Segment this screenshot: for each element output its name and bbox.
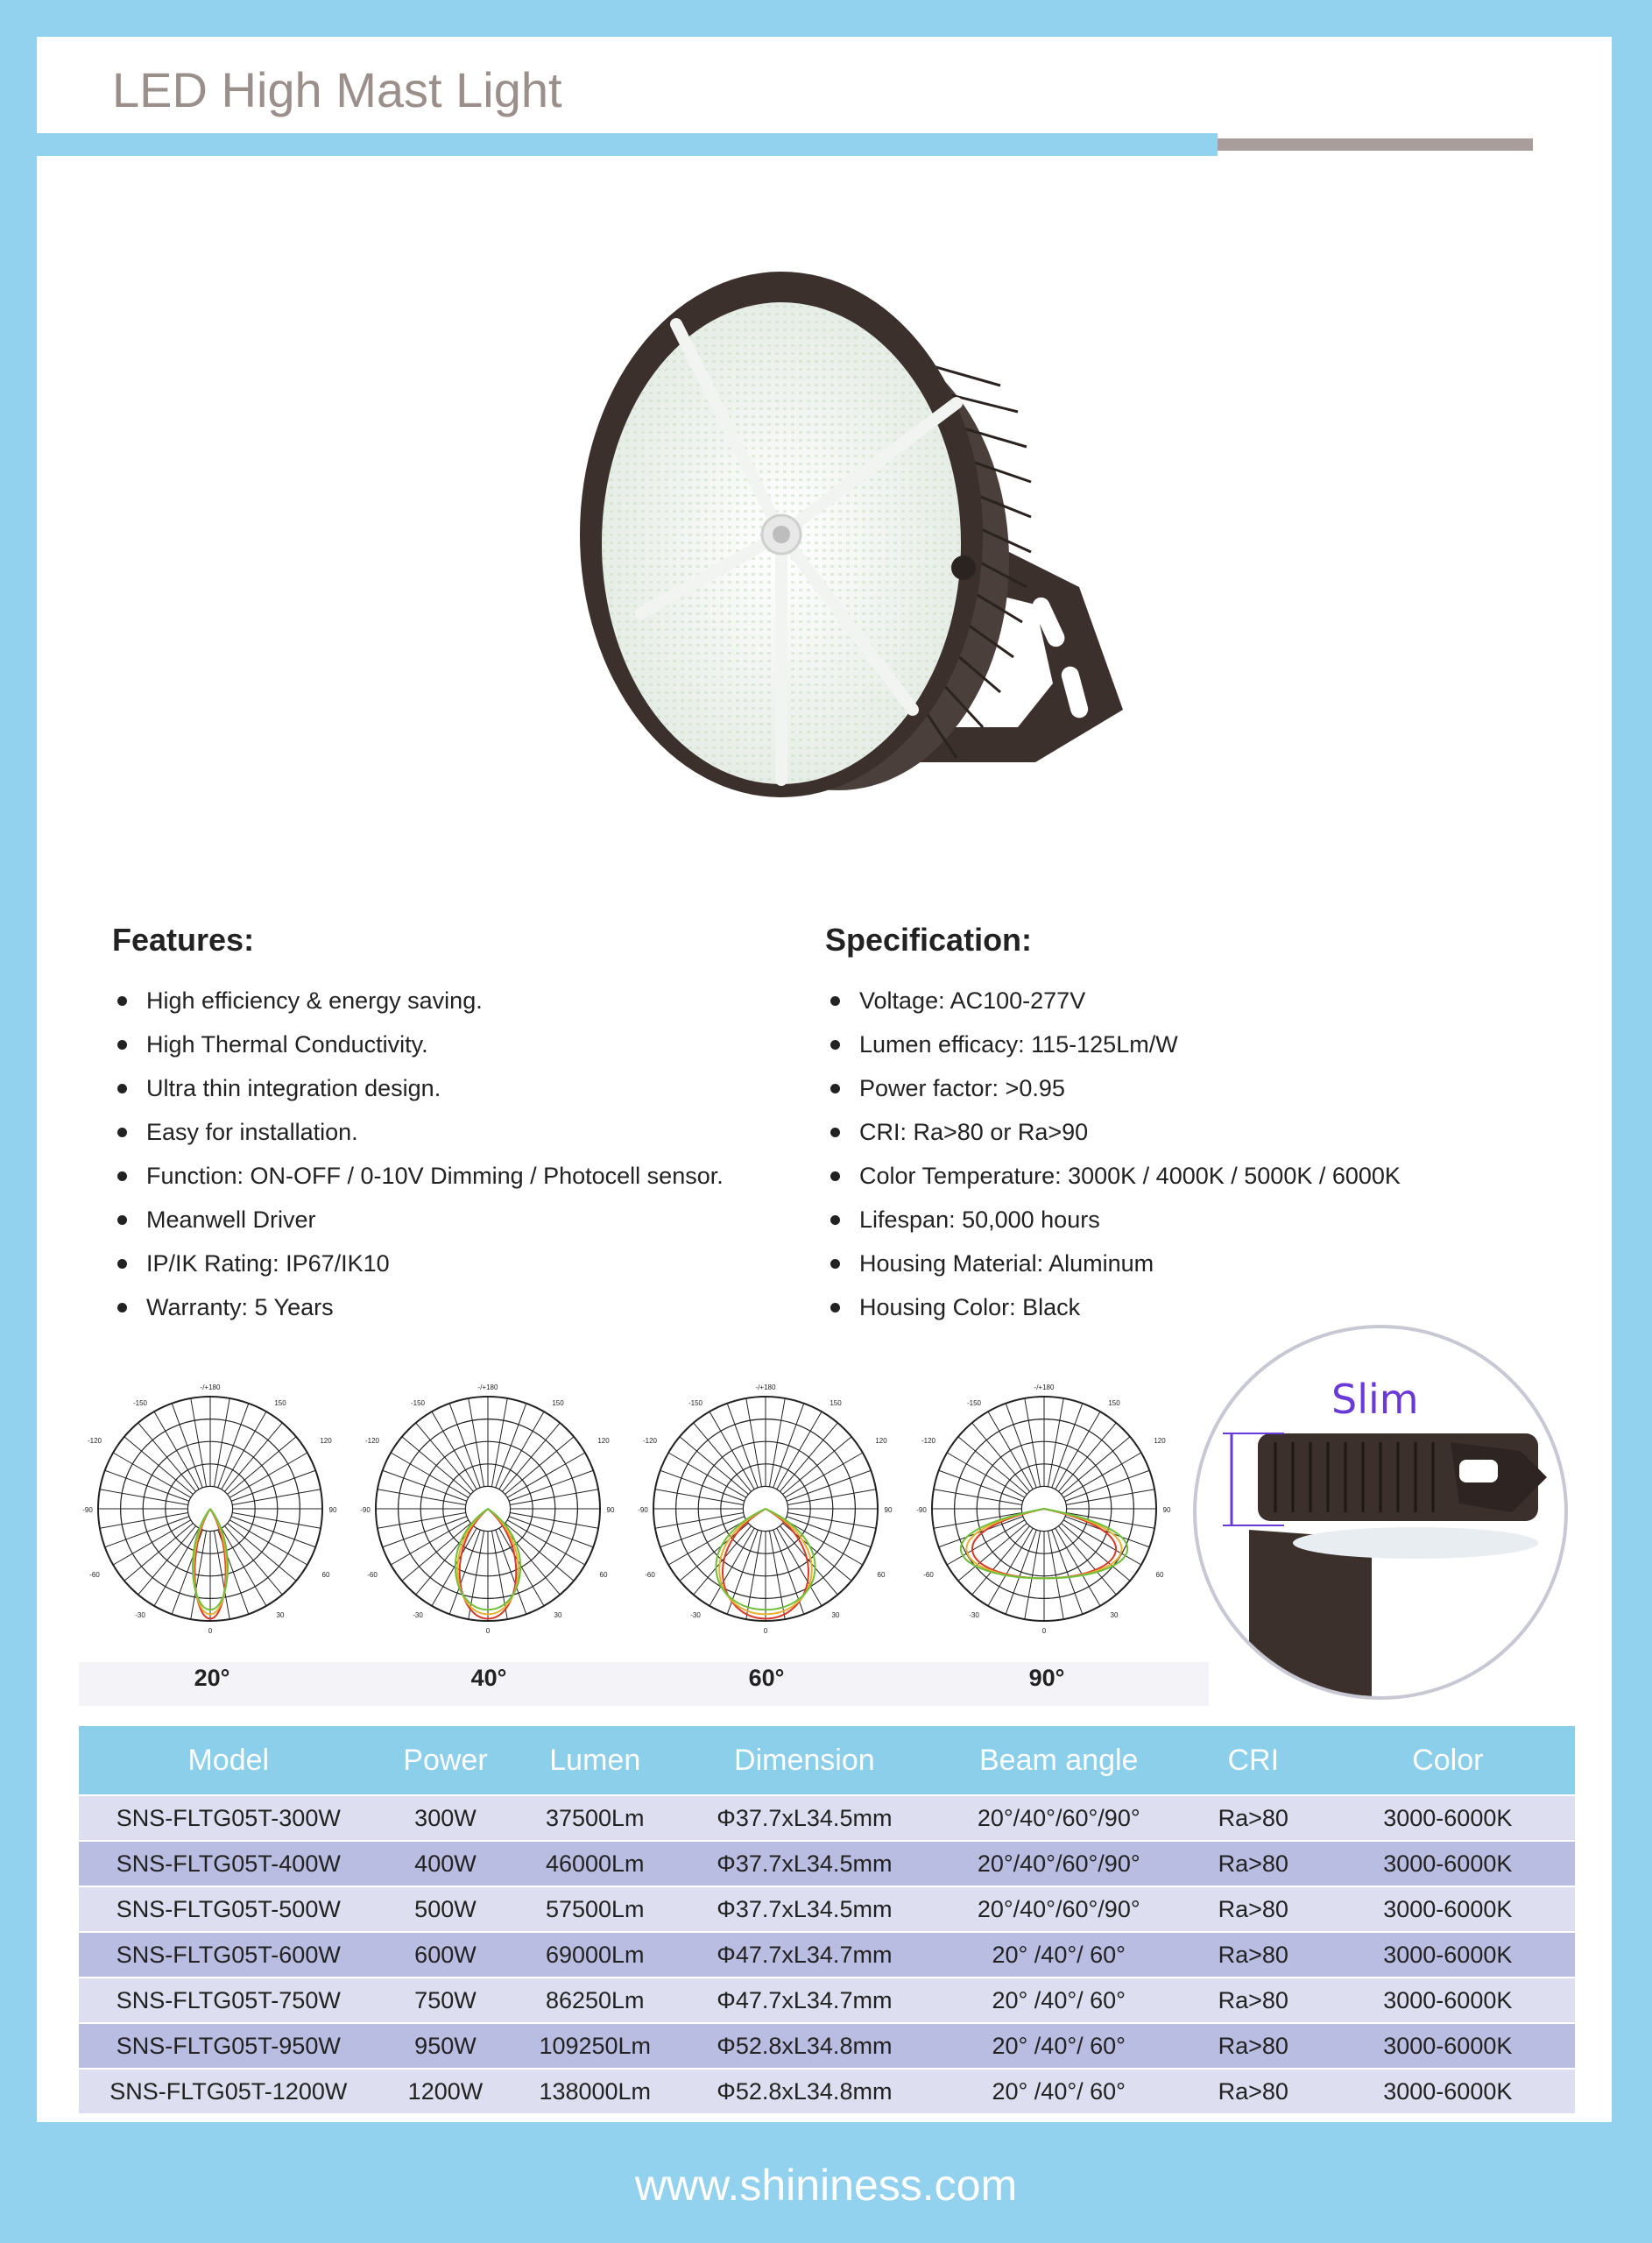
table-cell: 300W <box>378 1795 513 1841</box>
table-cell: Ra>80 <box>1186 2023 1321 2069</box>
column-header: Beam angle <box>932 1726 1186 1795</box>
table-cell: 400W <box>378 1841 513 1886</box>
polar-spoke <box>1048 1398 1063 1487</box>
table-row <box>79 2023 1575 2069</box>
polar-tick-label: 90 <box>328 1506 337 1514</box>
polar-tick-label: 0 <box>485 1627 491 1635</box>
polar-tick-label: -150 <box>132 1399 148 1407</box>
table-cell: 600W <box>378 1932 513 1978</box>
polar-spoke <box>727 1404 758 1488</box>
polar-tick-label: -30 <box>690 1611 701 1619</box>
list-item: Easy for installation. <box>112 1110 724 1154</box>
polar-spoke <box>383 1470 467 1501</box>
table-cell: Φ37.7xL34.5mm <box>677 1795 931 1841</box>
polar-spoke <box>383 1517 467 1547</box>
polar-spoke <box>1052 1530 1083 1614</box>
polar-spoke <box>1006 1404 1036 1488</box>
list-item: High efficiency & energy saving. <box>112 979 724 1022</box>
list-item: Ultra thin integration design. <box>112 1066 724 1110</box>
list-item: Lifespan: 50,000 hours <box>825 1198 1401 1242</box>
table-cell: 109250Lm <box>512 2023 677 2069</box>
table-cell: SNS-FLTG05T-500W <box>79 1886 378 1932</box>
beam-label-90: 90° <box>1028 1665 1065 1691</box>
polar-tick-label: -60 <box>89 1571 100 1579</box>
polar-spoke <box>449 1404 480 1488</box>
table-row <box>79 1841 1575 1886</box>
list-item: IP/IK Rating: IP67/IK10 <box>112 1242 724 1285</box>
table-cell: Φ47.7xL34.7mm <box>677 1978 931 2023</box>
header-accent-bar-grey <box>1218 138 1533 151</box>
table-cell: Ra>80 <box>1186 1886 1321 1932</box>
polar-spoke <box>1052 1404 1083 1488</box>
polar-tick-label: 90 <box>606 1506 615 1514</box>
table-cell: 138000Lm <box>512 2069 677 2113</box>
table-cell: 20° /40°/ 60° <box>932 1978 1186 2023</box>
polar-spoke <box>1066 1512 1154 1528</box>
table-cell: 750W <box>378 1978 513 2023</box>
page-title: LED High Mast Light <box>112 62 562 117</box>
table-cell: 20° /40°/ 60° <box>932 1932 1186 1978</box>
table-cell: 3000-6000K <box>1321 1795 1575 1841</box>
polar-spoke <box>1065 1517 1149 1547</box>
table-row <box>79 1886 1575 1932</box>
table-cell: 20°/40°/60°/90° <box>932 1795 1186 1841</box>
bullet-icon <box>830 1259 840 1269</box>
polar-spoke <box>655 1489 744 1505</box>
polar-spoke <box>660 1470 745 1501</box>
polar-spoke <box>105 1517 189 1547</box>
polar-spoke <box>191 1398 207 1487</box>
polar-tick-label: -90 <box>82 1506 93 1514</box>
polar-spoke <box>105 1470 189 1501</box>
table-cell: 20°/40°/60°/90° <box>932 1841 1186 1886</box>
bullet-icon <box>117 1259 127 1269</box>
table-cell: 20° /40°/ 60° <box>932 2069 1186 2113</box>
bullet-icon <box>117 1084 127 1093</box>
beam-label-60: 60° <box>748 1665 785 1691</box>
polar-spoke <box>510 1512 598 1528</box>
table-cell: 3000-6000K <box>1321 1841 1575 1886</box>
table-row <box>79 1795 1575 1841</box>
features-list <box>112 979 724 1329</box>
table-row <box>79 2069 1575 2113</box>
list-item: Function: ON-OFF / 0-10V Dimming / Photocell sensor. <box>112 1154 724 1198</box>
polar-tick-label: 60 <box>321 1571 330 1579</box>
table-cell: 3000-6000K <box>1321 1886 1575 1932</box>
header-accent-bar <box>37 133 1218 156</box>
polar-spoke <box>787 1470 871 1501</box>
polar-spoke <box>1065 1470 1149 1501</box>
table-row <box>79 1932 1575 1978</box>
polar-tick-label: 120 <box>1154 1437 1166 1445</box>
table-cell: 69000Lm <box>512 1932 677 1978</box>
column-header: Dimension <box>677 1726 931 1795</box>
table-cell: 20°/40°/60°/90° <box>932 1886 1186 1932</box>
bullet-icon <box>117 1215 127 1225</box>
polar-spoke <box>100 1512 188 1528</box>
bullet-icon <box>830 1303 840 1313</box>
list-item: Color Temperature: 3000K / 4000K / 5000K / 6000K <box>825 1154 1401 1198</box>
list-item: Power factor: >0.95 <box>825 1066 1401 1110</box>
table-cell: Φ47.7xL34.7mm <box>677 1932 931 1978</box>
table-cell: 37500Lm <box>512 1795 677 1841</box>
polar-tick-label: 0 <box>1041 1627 1047 1635</box>
polar-spoke <box>1048 1531 1063 1619</box>
specification-heading: Specification: <box>825 922 1033 958</box>
polar-tick-label: -/+180 <box>477 1383 498 1391</box>
polar-tick-label: -60 <box>923 1571 934 1579</box>
polar-spoke <box>218 1404 249 1488</box>
polar-tick-label: 150 <box>1108 1399 1120 1407</box>
polar-spoke <box>1025 1531 1041 1619</box>
list-item: Voltage: AC100-277V <box>825 979 1401 1022</box>
polar-tick-label: 30 <box>276 1611 285 1619</box>
polar-tick-label: -90 <box>916 1506 927 1514</box>
polar-tick-label: -90 <box>360 1506 371 1514</box>
polar-spoke <box>939 1470 1023 1501</box>
polar-spoke <box>934 1489 1022 1505</box>
polar-tick-label: -150 <box>688 1399 703 1407</box>
polar-tick-label: 60 <box>877 1571 886 1579</box>
polar-spoke <box>769 1398 785 1487</box>
table-cell: 46000Lm <box>512 1841 677 1886</box>
polar-tick-label: 0 <box>208 1627 213 1635</box>
polar-tick-label: -120 <box>364 1437 380 1445</box>
page-card <box>37 37 1612 2122</box>
polar-tick-label: 60 <box>599 1571 608 1579</box>
polar-tick-label: -30 <box>969 1611 979 1619</box>
table-cell: Ra>80 <box>1186 1795 1321 1841</box>
bullet-icon <box>117 1303 127 1313</box>
polar-spoke <box>509 1517 593 1547</box>
list-item: Housing Material: Aluminum <box>825 1242 1401 1285</box>
table-cell: 500W <box>378 1886 513 1932</box>
polar-spoke <box>509 1470 593 1501</box>
polar-spoke <box>232 1512 321 1528</box>
polar-spoke <box>231 1517 315 1547</box>
bullet-icon <box>830 1128 840 1137</box>
table-cell: Φ37.7xL34.5mm <box>677 1886 931 1932</box>
table-cell: SNS-FLTG05T-600W <box>79 1932 378 1978</box>
polar-chart-60 <box>634 1369 897 1666</box>
table-cell: SNS-FLTG05T-400W <box>79 1841 378 1886</box>
polar-tick-label: 150 <box>830 1399 842 1407</box>
table-header-row <box>79 1726 1575 1795</box>
polar-spoke <box>1066 1489 1154 1505</box>
polar-tick-label: 150 <box>274 1399 286 1407</box>
polar-tick-label: -120 <box>642 1437 658 1445</box>
polar-tick-label: 0 <box>763 1627 768 1635</box>
footer-url[interactable]: www.shininess.com <box>634 2161 1018 2210</box>
polar-spoke <box>746 1398 762 1487</box>
list-item: Warranty: 5 Years <box>112 1285 724 1329</box>
polar-spoke <box>773 1404 804 1488</box>
polar-tick-label: -150 <box>966 1399 982 1407</box>
bullet-icon <box>117 1171 127 1181</box>
table-cell: Ra>80 <box>1186 2069 1321 2113</box>
table-cell: 3000-6000K <box>1321 1978 1575 2023</box>
bullet-icon <box>830 1171 840 1181</box>
column-header: Lumen <box>512 1726 677 1795</box>
features-heading: Features: <box>112 922 255 958</box>
polar-spoke <box>378 1489 466 1505</box>
table-cell: 86250Lm <box>512 1978 677 2023</box>
polar-tick-label: 120 <box>320 1437 332 1445</box>
polar-spoke <box>787 1512 876 1528</box>
polar-spoke <box>378 1512 466 1528</box>
polar-tick-label: 120 <box>597 1437 610 1445</box>
polar-chart-90 <box>913 1369 1175 1666</box>
list-item: CRI: Ra>80 or Ra>90 <box>825 1110 1401 1154</box>
list-item: High Thermal Conductivity. <box>112 1022 724 1066</box>
beam-label-20: 20° <box>194 1665 230 1691</box>
polar-spoke <box>491 1398 507 1487</box>
table-cell: 3000-6000K <box>1321 2069 1575 2113</box>
polar-chart-40 <box>357 1369 619 1666</box>
polar-tick-label: -60 <box>367 1571 378 1579</box>
bullet-icon <box>117 1128 127 1137</box>
polar-spoke <box>172 1404 202 1488</box>
polar-tick-label: -/+180 <box>200 1383 221 1391</box>
polar-spoke <box>939 1517 1023 1547</box>
polar-tick-label: -30 <box>413 1611 423 1619</box>
polar-spoke <box>769 1531 785 1619</box>
column-header: Color <box>1321 1726 1575 1795</box>
polar-spoke <box>1006 1530 1036 1614</box>
table-cell: 20° /40°/ 60° <box>932 2023 1186 2069</box>
table-cell: 3000-6000K <box>1321 1932 1575 1978</box>
polar-spoke <box>510 1489 598 1505</box>
polar-spoke <box>1025 1398 1041 1487</box>
table-cell: SNS-FLTG05T-300W <box>79 1795 378 1841</box>
list-item: Housing Color: Black <box>825 1285 1401 1329</box>
table-cell: 1200W <box>378 2069 513 2113</box>
table-cell: Ra>80 <box>1186 1841 1321 1886</box>
table-cell: Φ52.8xL34.8mm <box>677 2069 931 2113</box>
bullet-icon <box>830 996 840 1006</box>
polar-tick-label: 30 <box>831 1611 840 1619</box>
bullet-icon <box>117 1040 127 1050</box>
polar-tick-label: 60 <box>1155 1571 1164 1579</box>
polar-spoke <box>787 1489 876 1505</box>
table-cell: 950W <box>378 2023 513 2069</box>
polar-tick-label: -/+180 <box>755 1383 776 1391</box>
table-cell: SNS-FLTG05T-950W <box>79 2023 378 2069</box>
table-cell: Ra>80 <box>1186 1978 1321 2023</box>
table-cell: Φ37.7xL34.5mm <box>677 1841 931 1886</box>
bullet-icon <box>830 1084 840 1093</box>
polar-chart-20 <box>79 1369 342 1666</box>
column-header: Model <box>79 1726 378 1795</box>
polar-tick-label: 30 <box>1110 1611 1119 1619</box>
polar-spoke <box>655 1512 744 1528</box>
polar-spoke <box>934 1512 1022 1528</box>
table-cell: 57500Lm <box>512 1886 677 1932</box>
specification-list <box>825 979 1401 1329</box>
table-cell: Ra>80 <box>1186 1932 1321 1978</box>
polar-tick-label: 90 <box>1162 1506 1171 1514</box>
bullet-icon <box>830 1040 840 1050</box>
polar-tick-label: -/+180 <box>1034 1383 1055 1391</box>
table-row <box>79 1978 1575 2023</box>
polar-spoke <box>231 1470 315 1501</box>
model-table <box>79 1726 1575 2113</box>
polar-tick-label: -60 <box>645 1571 655 1579</box>
table-cell: SNS-FLTG05T-1200W <box>79 2069 378 2113</box>
list-item: Lumen efficacy: 115-125Lm/W <box>825 1022 1401 1066</box>
list-item: Meanwell Driver <box>112 1198 724 1242</box>
polar-tick-label: 120 <box>875 1437 887 1445</box>
polar-tick-label: -90 <box>638 1506 648 1514</box>
table-cell: 3000-6000K <box>1321 2023 1575 2069</box>
polar-tick-label: -120 <box>87 1437 102 1445</box>
polar-spoke <box>100 1489 188 1505</box>
polar-tick-label: 30 <box>554 1611 562 1619</box>
polar-tick-label: -30 <box>135 1611 145 1619</box>
polar-tick-label: -150 <box>410 1399 426 1407</box>
polar-tick-label: 150 <box>552 1399 564 1407</box>
table-cell: SNS-FLTG05T-750W <box>79 1978 378 2023</box>
polar-spoke <box>496 1404 526 1488</box>
column-header: CRI <box>1186 1726 1321 1795</box>
bullet-icon <box>117 996 127 1006</box>
polar-spoke <box>232 1489 321 1505</box>
beam-label-40: 40° <box>470 1665 507 1691</box>
polar-spoke <box>214 1398 229 1487</box>
polar-tick-label: 90 <box>884 1506 893 1514</box>
column-header: Power <box>378 1726 513 1795</box>
product-image <box>545 272 1158 832</box>
polar-spoke <box>746 1531 762 1619</box>
table-cell: Φ52.8xL34.8mm <box>677 2023 931 2069</box>
bullet-icon <box>830 1215 840 1225</box>
polar-tick-label: -120 <box>921 1437 936 1445</box>
polar-spoke <box>469 1398 484 1487</box>
slim-label: Slim <box>1331 1376 1419 1423</box>
